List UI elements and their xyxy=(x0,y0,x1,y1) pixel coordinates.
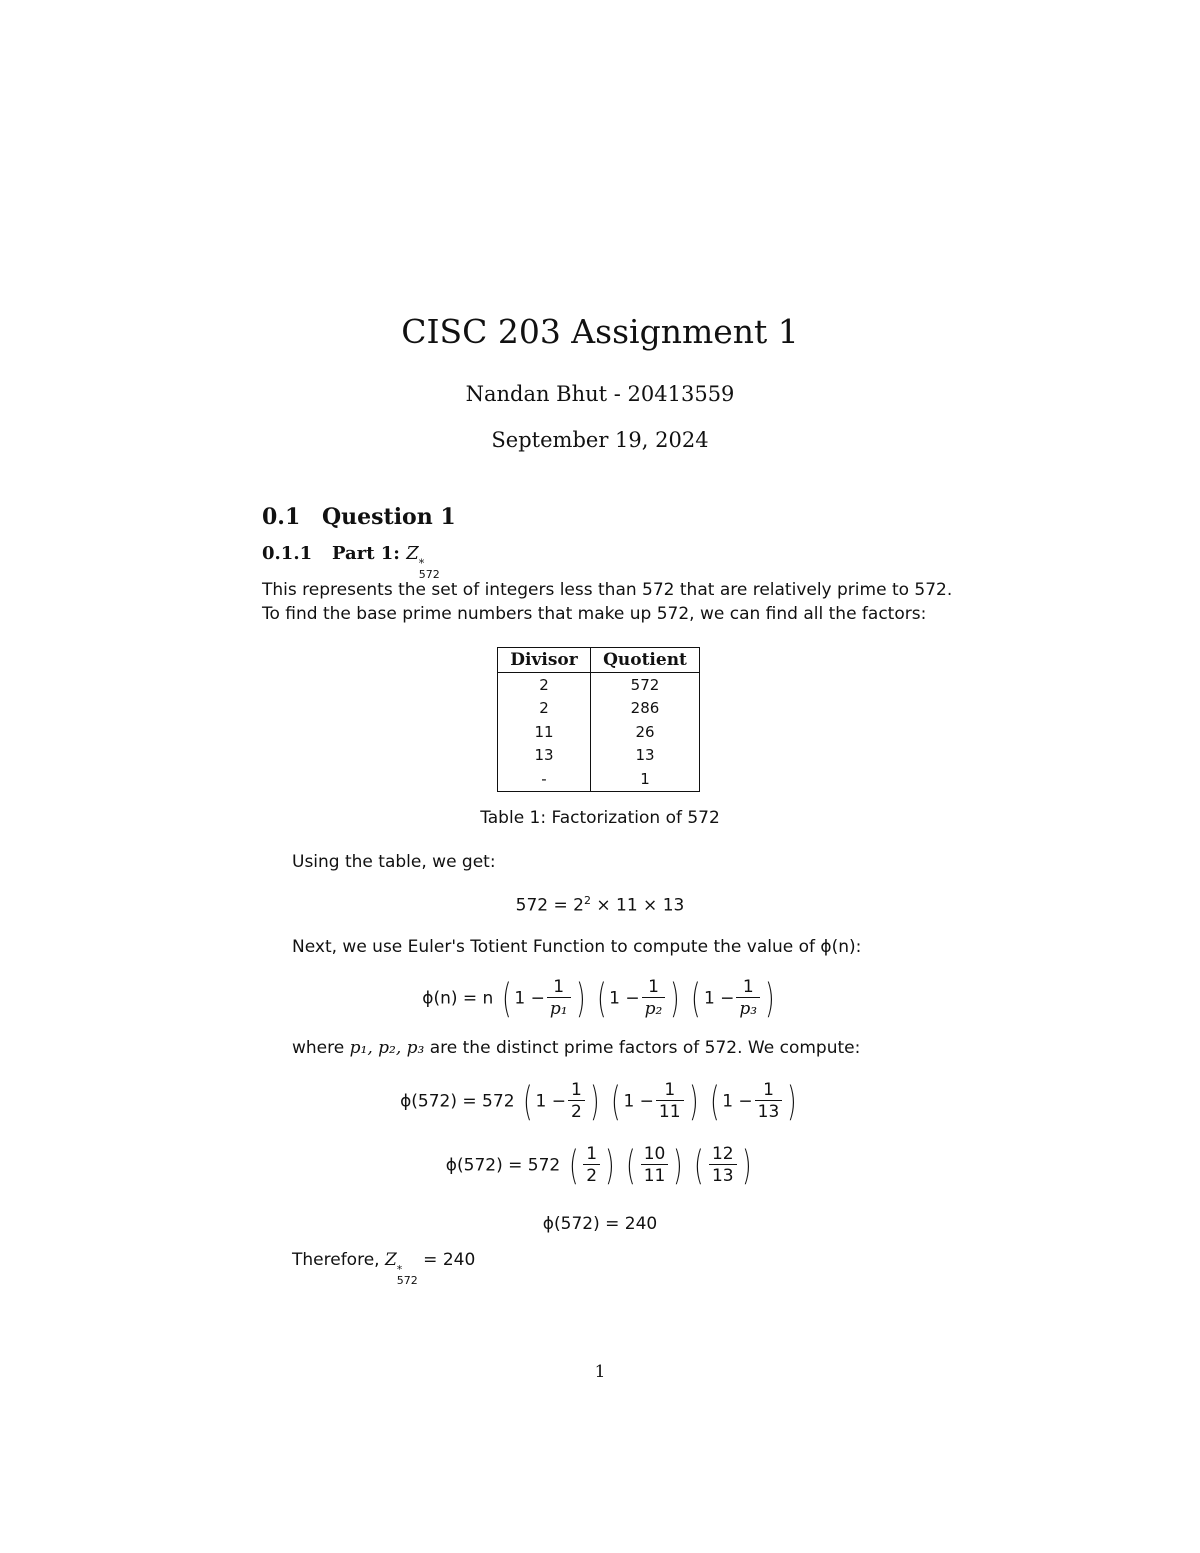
fraction-denominator-p1: p₁ xyxy=(549,999,568,1019)
fraction-denominator-p3: p₃ xyxy=(739,999,758,1019)
one-minus-term: 1 − xyxy=(535,1091,566,1112)
therefore-pre: Therefore, xyxy=(292,1250,385,1270)
fraction-numerator: 10 xyxy=(641,1144,669,1165)
author-line: Nandan Bhut - 20413559 xyxy=(465,382,735,406)
subsection-math-sup: * xyxy=(418,557,425,570)
table-row xyxy=(498,697,700,721)
phi572-lhs: ϕ(572) = 572 xyxy=(400,1091,515,1112)
fraction-denominator: 2 xyxy=(586,1166,598,1186)
table-cell: 286 xyxy=(591,697,700,721)
fraction-numerator: 1 xyxy=(736,977,760,998)
fraction-denominator: 13 xyxy=(757,1102,780,1122)
where-post: are the distinct prime factors of 572. We compute: xyxy=(424,1038,861,1058)
one-minus-term: 1 − xyxy=(514,988,545,1009)
table-header-row xyxy=(498,648,700,673)
intro-paragraph-line-2: To find the base prime numbers that make up 572, we can find all the factors: xyxy=(262,604,927,624)
fraction-denominator: 13 xyxy=(711,1166,734,1186)
factorization-table xyxy=(497,647,700,792)
conclusion-math-sub: 572 xyxy=(396,1274,418,1287)
document-title: CISC 203 Assignment 1 xyxy=(401,312,799,351)
document-date: September 19, 2024 xyxy=(491,428,709,452)
fraction-numerator: 1 xyxy=(547,977,571,998)
subsection-math-base: Z xyxy=(406,543,419,564)
table-header-divisor: Divisor xyxy=(498,648,591,673)
table-cell: 13 xyxy=(498,744,591,768)
factorization-rhs: × 11 × 13 xyxy=(590,895,685,916)
fraction-numerator: 1 xyxy=(568,1080,585,1101)
where-text xyxy=(292,1038,860,1058)
euler-intro-text: Next, we use Euler's Totient Function to compute the value of ϕ(n): xyxy=(292,937,862,957)
factorization-exponent: 2 xyxy=(583,894,591,907)
fraction-numerator: 1 xyxy=(656,1080,684,1101)
fraction-numerator: 1 xyxy=(583,1144,600,1165)
page-number: 1 xyxy=(594,1362,606,1382)
factorization-equation xyxy=(0,894,1200,916)
fraction-denominator-p2: p₂ xyxy=(644,999,663,1019)
where-pre: where xyxy=(292,1038,350,1058)
table-cell: 2 xyxy=(498,673,591,697)
totient-lhs: ϕ(n) = n xyxy=(422,988,494,1009)
one-minus-term: 1 − xyxy=(722,1091,753,1112)
subsection-math-sub: 572 xyxy=(418,568,440,581)
where-vars: p₁, p₂, p₃ xyxy=(349,1038,425,1058)
conclusion-math-sup: * xyxy=(396,1263,403,1276)
table-row xyxy=(498,744,700,768)
table-cell: 11 xyxy=(498,720,591,744)
fraction-numerator: 1 xyxy=(755,1080,783,1101)
table-cell: 2 xyxy=(498,697,591,721)
table-header-quotient: Quotient xyxy=(591,648,700,673)
table-cell: 1 xyxy=(591,767,700,791)
fraction-numerator: 1 xyxy=(642,977,666,998)
fraction-denominator: 11 xyxy=(658,1102,681,1122)
fraction-denominator: 2 xyxy=(571,1102,582,1122)
conclusion-text xyxy=(292,1250,475,1286)
factorization-lhs: 572 = 2 xyxy=(515,895,584,916)
phi572-result: ϕ(572) = 240 xyxy=(542,1214,658,1234)
one-minus-term: 1 − xyxy=(703,988,735,1009)
totient-formula: ϕ(n) = n ( 1 − $\frac{1}{\text{p₁}}$ ) ( 1 − $\frac{1}{\text{p₂}}$ ) ( 1 − $\frac{1}{\text{p₃}}$ ) xyxy=(422,975,775,1022)
phi572-lhs: ϕ(572) = 572 xyxy=(445,1155,561,1176)
conclusion-math-base: Z xyxy=(384,1250,397,1270)
table-row xyxy=(498,673,700,697)
table-cell: 13 xyxy=(591,744,700,768)
subsection-number: 0.1.1 xyxy=(262,543,313,564)
section-number: 0.1 xyxy=(262,504,301,530)
one-minus-term: 1 − xyxy=(609,988,640,1009)
table-caption: Table 1: Factorization of 572 xyxy=(480,808,720,828)
phi572-expanded: ϕ(572) = 572 ( 1 − $\frac{1}{2}$ ) ( 1 − $\frac{1}{11}$ ) ( 1 − $\frac{1}{13}$ ) xyxy=(400,1078,797,1125)
fraction-denominator: 11 xyxy=(643,1166,666,1186)
table-cell: 572 xyxy=(591,673,700,697)
table-cell: - xyxy=(498,767,591,791)
therefore-post: = 240 xyxy=(417,1250,476,1270)
one-minus-term: 1 − xyxy=(623,1091,654,1112)
using-table-text: Using the table, we get: xyxy=(292,852,496,872)
section-title: Question 1 xyxy=(322,504,456,530)
section-heading xyxy=(262,504,456,530)
fraction-numerator: 12 xyxy=(709,1144,737,1165)
subsection-title: Part 1: xyxy=(332,543,407,564)
table-row xyxy=(498,767,700,791)
table-cell: 26 xyxy=(591,720,700,744)
phi572-simplified: ϕ(572) = 572 ( $\frac{1}{2}$ ) ( $\frac{10}{11}$ ) ( $\frac{12}{13}$ ) xyxy=(445,1142,752,1189)
subsection-heading xyxy=(262,543,440,580)
table-row xyxy=(498,720,700,744)
intro-paragraph-line-1: This represents the set of integers less than 572 that are relatively prime to 572. xyxy=(262,580,953,600)
